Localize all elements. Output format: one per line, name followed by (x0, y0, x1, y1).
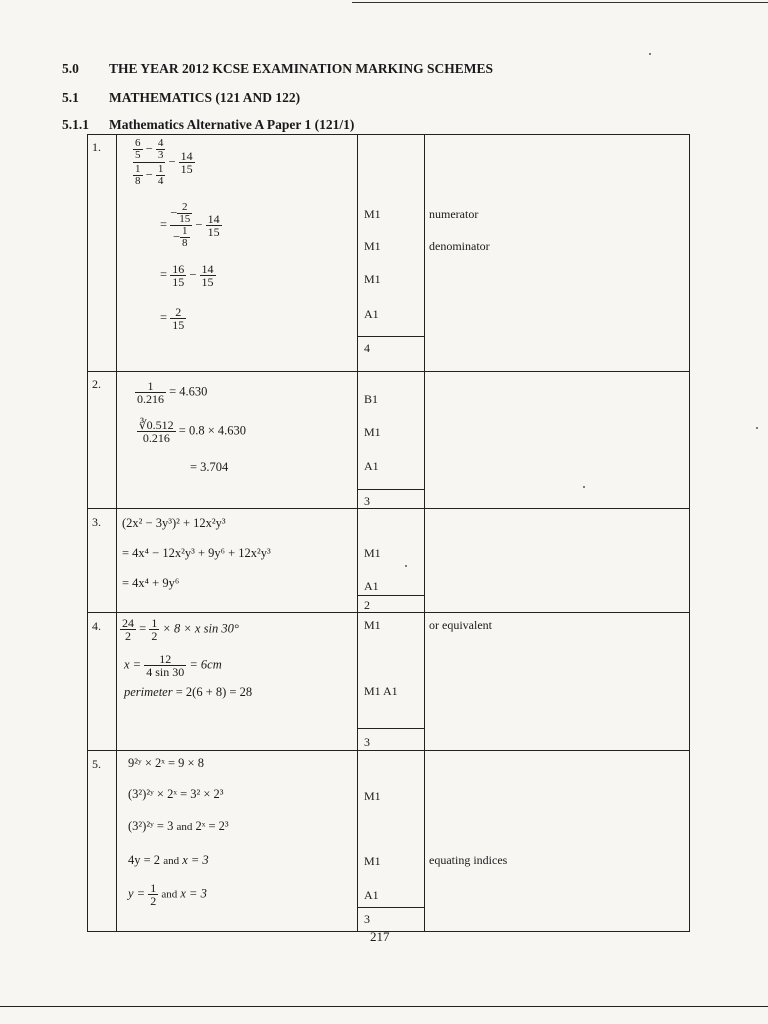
mark: A1 (364, 307, 379, 321)
table-border (87, 134, 690, 135)
q1-answer: = $\frac{2}{15}$ (160, 305, 185, 332)
comment: or equivalent (429, 618, 492, 632)
mark: M1 (364, 789, 381, 803)
table-border (87, 371, 690, 372)
q1-expression: $\frac{6}{5}$ − $\frac{4}{3}$ $\frac{1}{8}$ − $\frac{1}{4}$ − $\frac{14}{15}$ (135, 137, 193, 187)
q1-step-2: = $\frac{16}{15}$ − $\frac{14}{15}$ (160, 262, 214, 289)
comment: numerator (429, 207, 479, 221)
mark: M1 (364, 546, 381, 560)
scan-speck (756, 427, 758, 429)
mark: M1 (364, 618, 381, 632)
q4-line-1: $\frac{24}{2}$ = $\frac{1}{2}$ × 8 × x sin 30° (122, 616, 239, 643)
scan-speck (649, 53, 651, 55)
comment: equating indices (429, 853, 508, 867)
total-marks: 3 (364, 735, 370, 749)
q2-line-3: = 3.704 (190, 460, 229, 474)
scan-speck (583, 486, 585, 488)
total-divider (357, 595, 425, 596)
q5-line-5: y = $\frac{1}{2}$ and x = 3 (128, 881, 207, 908)
table-border (116, 134, 117, 932)
q5-line-1: 9²ʸ × 2ˣ = 9 × 8 (128, 756, 204, 770)
question-number: 1. (92, 140, 101, 154)
q3-line-3: = 4x⁴ + 9y⁶ (122, 576, 180, 590)
top-rule (352, 2, 768, 3)
bottom-rule (0, 1006, 768, 1007)
table-border (357, 134, 358, 932)
question-number: 4. (92, 619, 101, 633)
mark: M1 (364, 854, 381, 868)
table-border (87, 750, 690, 751)
q5-line-3: (3²)²ʸ = 3 and 2ˣ = 2³ (128, 819, 229, 833)
mark: M1 (364, 207, 381, 221)
table-border (689, 134, 690, 932)
q4-line-3: perimeter = 2(6 + 8) = 28 (124, 685, 253, 699)
section-number: 5.1.1 (62, 117, 89, 132)
page-number: 217 (370, 929, 390, 944)
mark: M1 A1 (364, 684, 398, 698)
table-border (87, 612, 690, 613)
section-title: THE YEAR 2012 KCSE EXAMINATION MARKING SCHEMES (109, 61, 494, 76)
total-marks: 3 (364, 494, 370, 508)
total-marks: 3 (364, 912, 370, 926)
total-marks: 2 (364, 598, 370, 612)
total-divider (357, 489, 425, 490)
mark: M1 (364, 272, 381, 286)
q3-line-1: (2x² − 3y³)² + 12x²y³ (122, 516, 226, 530)
q4-line-2: x = $\frac{12}{4 \sin 30}$ = 6cm (124, 652, 222, 679)
section-title: MATHEMATICS (121 AND 122) (109, 90, 301, 105)
table-border (87, 508, 690, 509)
total-divider (357, 728, 425, 729)
total-marks: 4 (364, 341, 370, 355)
section-number: 5.0 (62, 61, 79, 76)
table-border (424, 134, 425, 932)
scan-speck (405, 565, 407, 567)
q1-step-1: = − $\frac{2}{15}$ − $\frac{1}{8}$ − $\frac{14}{15}$ (160, 201, 220, 249)
question-number: 5. (92, 757, 101, 771)
question-number: 2. (92, 377, 101, 391)
mark: A1 (364, 888, 379, 902)
table-border (87, 134, 88, 932)
mark: A1 (364, 459, 379, 473)
q3-line-2: = 4x⁴ − 12x²y³ + 9y⁶ + 12x²y³ (122, 546, 271, 560)
mark: B1 (364, 392, 379, 406)
total-divider (357, 907, 425, 908)
mark: M1 (364, 425, 381, 439)
q5-line-2: (3²)²ʸ × 2ˣ = 3² × 2³ (128, 787, 224, 801)
mark: A1 (364, 579, 379, 593)
q5-line-4: 4y = 2 and x = 3 (128, 853, 209, 867)
q2-line-2: $\frac{∛0.512}{0.216}$ = 0.8 × 4.630 (139, 418, 247, 445)
q2-line-1: $\frac{1}{0.216}$ = 4.630 (137, 379, 208, 406)
mark: M1 (364, 239, 381, 253)
section-number: 5.1 (62, 90, 79, 105)
comment: denominator (429, 239, 490, 253)
section-title: Mathematics Alternative A Paper 1 (121/1) (109, 117, 355, 132)
question-number: 3. (92, 515, 101, 529)
total-divider (357, 336, 425, 337)
